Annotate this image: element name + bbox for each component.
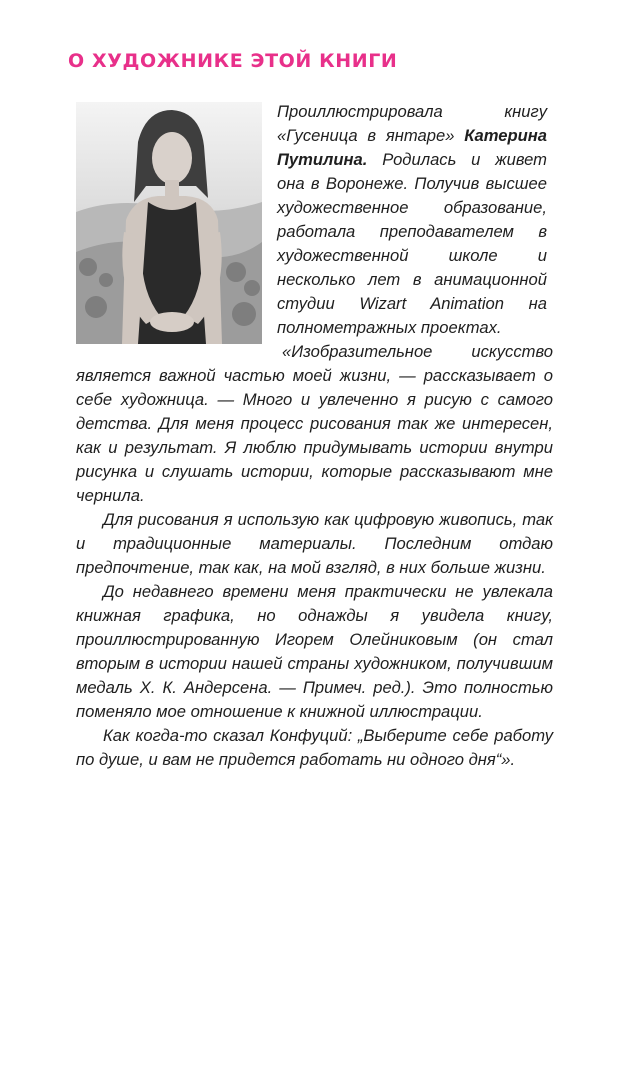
artist-name: Катерина Путилина.	[277, 126, 547, 169]
artist-portrait-photo	[76, 102, 262, 344]
intro-text-end: Родилась и живет она в Воронеже. Получив высшее художественное образование, работала преподавателем в художественной школе и несколько лет в анимационной студии Wizart Animation на полнометражных проектах.	[277, 150, 547, 337]
paragraph-confucius: Как когда-то сказал Конфуций: „Выберите себе работу по душе, и вам не придется работать ни одного дня“».	[76, 726, 553, 769]
body-text	[76, 340, 553, 772]
paragraph-book-graphics: До недавнего времени меня практически не увлекала книжная графика, но однажды я увидела книгу, проиллюстрированную Игорем Олейниковым (он стал вторым в истории нашей страны художником, получившим медаль Х. К. Андерсена. — Примеч. ред.). Это полностью поменяло мое отношение к книжной иллюстрации.	[76, 582, 553, 721]
intro-paragraph	[277, 100, 547, 340]
paragraph-materials: Для рисования я использую как цифровую живопись, так и традиционные материалы. Последним отдаю предпочтение, так как, на мой взгляд, в них больше жизни.	[76, 510, 553, 577]
section-title: О ХУДОЖНИКЕ ЭТОЙ КНИГИ	[68, 50, 398, 72]
intro-text-start: Проиллюстрировала книгу «Гусеница в янтаре»	[277, 102, 547, 145]
paragraph-quote: «Изобразительное искусство является важной частью моей жизни, — рассказывает о себе художница. — Много и увлеченно я рисую с самого детства. Для меня процесс рисования так же интересен, как и результат. Я люблю придумывать истории внутри рисунка и слушать истории, которые рассказывают мне чернила.	[76, 342, 553, 505]
